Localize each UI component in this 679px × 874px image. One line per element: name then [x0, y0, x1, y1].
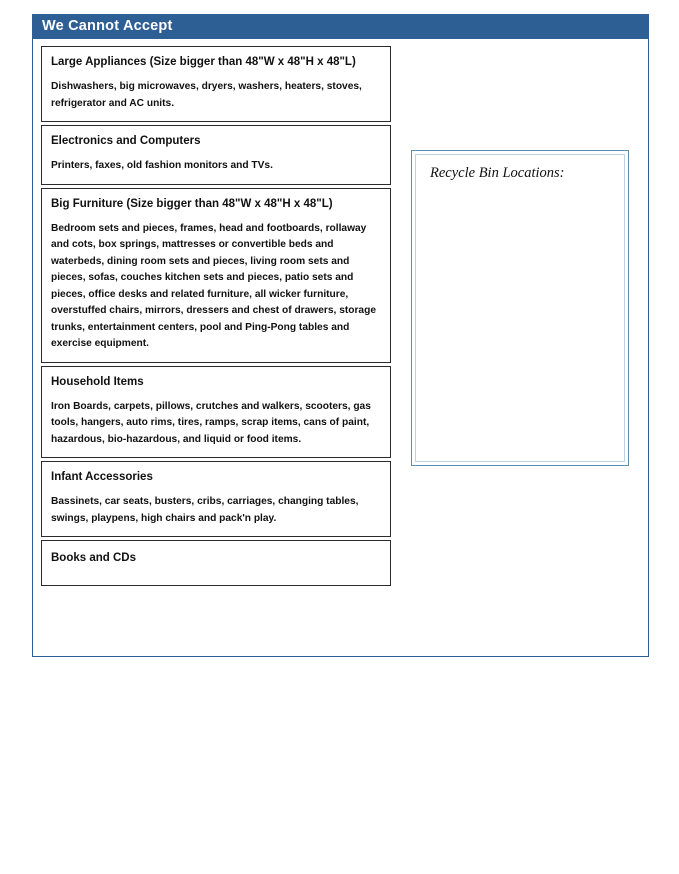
category-body: Iron Boards, carpets, pillows, crutches and walkers, scooters, gas tools, hangers, auto rims, tires, ramps, scrap items, cans of paint, hazardous, bio-hazardous, and liquid or food items.	[51, 400, 371, 445]
page-title: We Cannot Accept	[32, 14, 649, 39]
recycle-bin-locations-title: Recycle Bin Locations:	[430, 165, 565, 181]
list-item	[41, 125, 391, 185]
list-item	[41, 461, 391, 537]
category-body: Bedroom sets and pieces, frames, head and footboards, rollaway and cots, box springs, mattresses or convertible beds and waterbeds, dining room sets and pieces, living room sets and pieces, sofas, couches kitchen sets and pieces, patio sets and pieces, office desks and related furniture, all wicker furniture, overstuffed chairs, mirrors, dressers and chest of drawers, storage trunks, entertainment centers, pool and Ping-Pong tables and exercise equipment.	[51, 222, 376, 349]
category-title: Household Items	[51, 375, 144, 388]
recycle-bin-locations-box	[411, 150, 629, 466]
category-body: Bassinets, car seats, busters, cribs, carriages, changing tables, swings, playpens, high chairs and pack'n play.	[51, 496, 359, 524]
category-body: Printers, faxes, old fashion monitors and TVs.	[51, 160, 273, 171]
inner-border	[415, 154, 625, 462]
category-title: Books and CDs	[51, 552, 136, 564]
list-item	[41, 366, 391, 459]
list-item	[41, 540, 391, 586]
list-item	[41, 46, 391, 122]
category-title: Large Appliances (Size bigger than 48"W x 48"H x 48"L)	[51, 56, 356, 68]
category-title: Infant Accessories	[51, 471, 153, 483]
list-item	[41, 188, 391, 363]
category-title: Electronics and Computers	[51, 135, 201, 147]
category-title: Big Furniture (Size bigger than 48"W x 48"H x 48"L)	[51, 197, 333, 210]
category-list	[41, 46, 391, 589]
category-body: Dishwashers, big microwaves, dryers, washers, heaters, stoves, refrigerator and AC units.	[51, 81, 362, 109]
